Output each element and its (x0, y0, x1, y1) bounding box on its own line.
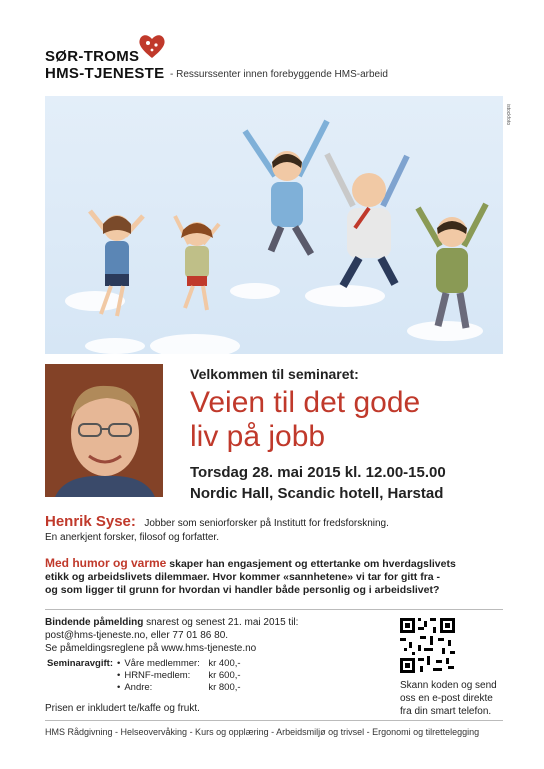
jumping-people-illustration (45, 96, 503, 354)
speaker-name: Henrik Syse: (45, 513, 136, 530)
event-title-line2: liv på jobb (190, 420, 326, 453)
fee-price: kr 600,- (208, 670, 241, 681)
fees-label: Seminaravgift: (47, 658, 113, 669)
fee-group: Andre: (124, 682, 153, 693)
fee-group: Våre medlemmer: (124, 658, 200, 669)
fee-bullet: • (117, 670, 121, 681)
qr-caption-line2: oss en e-post direkte (400, 693, 493, 704)
pitch-line3: og som ligger til grunn for hvordan vi handler både personlig og i arbeidslivet? (45, 584, 440, 596)
fees-section (45, 658, 243, 694)
event-title-line1: Veien til det gode (190, 386, 421, 419)
fee-group: HRNF-medlem: (124, 670, 191, 681)
registration-link[interactable]: Se påmeldingsreglene på www.hms-tjeneste.no (45, 643, 257, 654)
logo-text-line1: SØR-TROMS (45, 48, 140, 65)
footer-services: HMS Rådgivning - Helseovervåking - Kurs og opplæring - Arbeidsmiljø og trivsel - Ergonomi og tilrettelegging (45, 727, 480, 737)
tagline: - Ressurssenter innen forebyggende HMS-arbeid (170, 69, 388, 80)
registration-contact[interactable]: post@hms-tjeneste.no, eller 77 01 86 80. (45, 630, 229, 641)
fee-row (45, 682, 243, 694)
registration-section (45, 616, 365, 655)
qr-caption (400, 679, 497, 718)
speaker-photo (45, 364, 163, 497)
fees-table (45, 658, 243, 694)
qr-code-icon[interactable] (400, 618, 455, 673)
fee-row (45, 658, 243, 670)
speaker-portrait-image (45, 364, 163, 497)
registration-label: Bindende påmelding (45, 617, 144, 628)
divider-top (45, 609, 503, 610)
heart-logo-icon (137, 32, 167, 60)
intro-text: Velkommen til seminaret: (190, 366, 359, 382)
speaker-desc-line2: En anerkjent forsker, filosof og forfatter. (45, 532, 219, 543)
pitch-highlight: Med humor og varme (45, 556, 167, 570)
banner-illustration (45, 96, 503, 354)
fee-bullet: • (117, 682, 121, 693)
divider-bottom (45, 720, 503, 721)
speaker-section (45, 513, 505, 544)
event-date: Torsdag 28. mai 2015 kl. 12.00-15.00 (190, 464, 446, 481)
logo-text-line2: HMS-TJENESTE (45, 65, 165, 82)
fee-bullet: • (117, 658, 121, 669)
fee-price: kr 400,- (208, 658, 241, 669)
event-venue: Nordic Hall, Scandic hotell, Harstad (190, 485, 444, 502)
registration-line1: snarest og senest 21. mai 2015 til: (143, 617, 299, 628)
fee-row (45, 670, 243, 682)
qr-caption-line3: fra din smart telefon. (400, 706, 492, 717)
fee-price: kr 800,- (208, 682, 241, 693)
qr-caption-line1: Skann koden og send (400, 680, 497, 691)
pitch-paragraph (45, 557, 515, 597)
speaker-desc-line1: Jobber som seniorforsker på Institutt for fredsforskning. (144, 518, 389, 529)
image-credit: istockfoto (505, 104, 511, 126)
pitch-line2: etikk og arbeidslivets dilemmaer. Hvor kommer «sannhetene» vi tar for gitt fra - (45, 571, 441, 583)
fees-note: Prisen er inkludert te/kaffe og frukt. (45, 703, 200, 714)
pitch-line1: skaper han engasjement og ettertanke om hverdagslivets (166, 558, 456, 570)
